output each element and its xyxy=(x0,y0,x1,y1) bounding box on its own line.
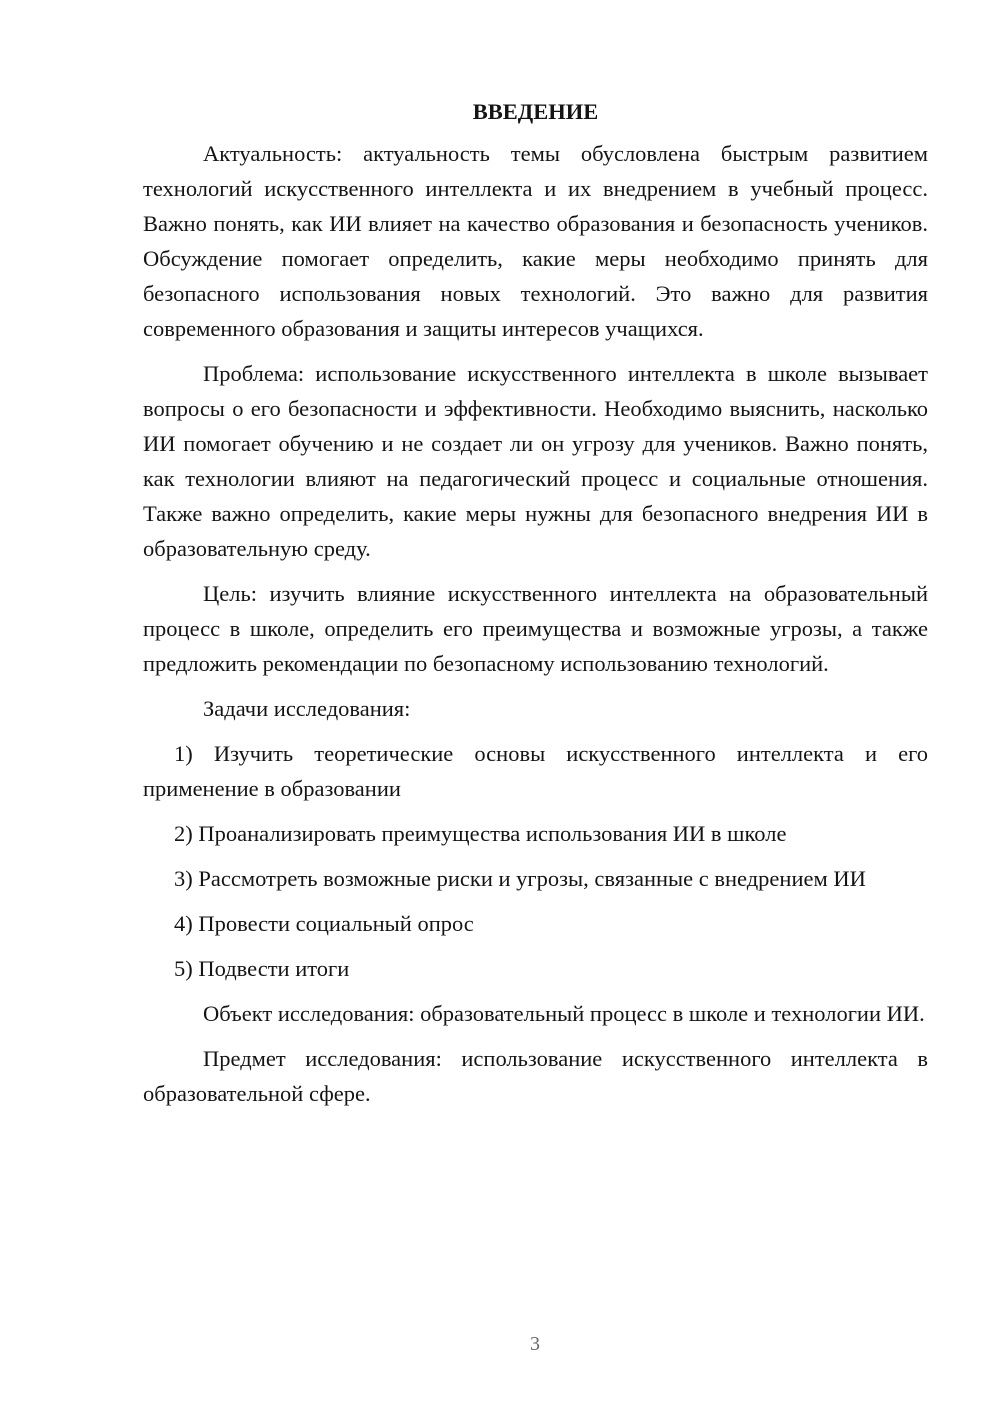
task-item-5: 5) Подвести итоги xyxy=(174,956,350,981)
task-item-4: 4) Провести социальный опрос xyxy=(174,911,474,936)
task-item-3: 3) Рассмотреть возможные риски и угрозы, связанные с внедрением ИИ xyxy=(174,866,866,891)
subject-paragraph: Предмет исследования: использование искусственного интеллекта в образовательной сфере. xyxy=(143,1046,928,1106)
task-item-1: 1) Изучить теоретические основы искусственного интеллекта и его применение в образовании xyxy=(143,741,928,801)
page-title: ВВЕДЕНИЕ xyxy=(472,99,599,124)
page-number: 3 xyxy=(530,1333,540,1355)
document-body xyxy=(143,94,928,1121)
goal-paragraph: Цель: изучить влияние искусственного интеллекта на образовательный процесс в школе, определить его преимущества и возможные угрозы, а также предложить рекомендации по безопасному использованию технологий. xyxy=(143,581,928,676)
object-paragraph: Объект исследования: образовательный процесс в школе и технологии ИИ. xyxy=(203,1001,925,1026)
relevance-paragraph: Актуальность: актуальность темы обусловлена быстрым развитием технологий искусственного интеллекта и их внедрением в учебный процесс. Важно понять, как ИИ влияет на качество образования и безопасность учеников. Обсуждение помогает определить, какие меры необходимо принять для безопасного использования новых технологий. Это важно для развития современного образования и защиты интересов учащихся. xyxy=(143,141,928,341)
task-item-2: 2) Проанализировать преимущества использования ИИ в школе xyxy=(174,821,787,846)
problem-paragraph: Проблема: использование искусственного интеллекта в школе вызывает вопросы о его безопасности и эффективности. Необходимо выяснить, насколько ИИ помогает обучению и не создает ли он угрозу для учеников. Важно понять, как технологии влияют на педагогический процесс и социальные отношения. Также важно определить, какие меры нужны для безопасного внедрения ИИ в образовательную среду. xyxy=(143,361,928,561)
tasks-title: Задачи исследования: xyxy=(203,696,411,721)
